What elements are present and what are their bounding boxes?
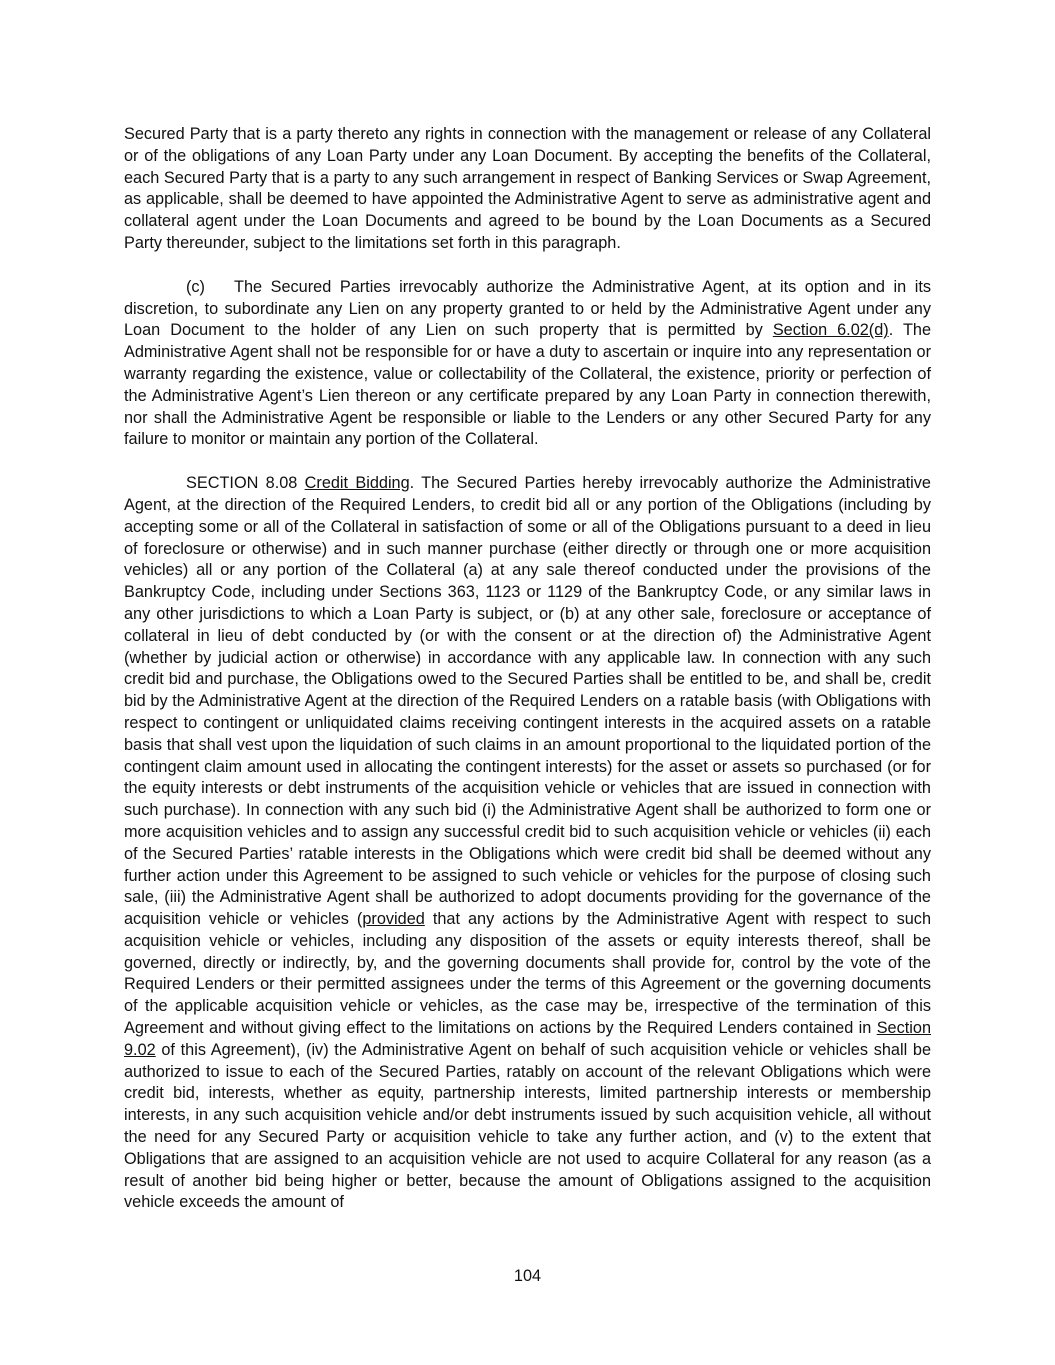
section-808-text-part3: of this Agreement), (iv) the Administrative Agent on behalf of such acquisition vehicle or vehicles shall be authorized to issue to each of the Secured Parties, ratably on account of the relevant Obligations which were credit bid, interests, whether as equity, partnership interests, limited partnership interests or membership interests, in any such acquisition vehicle and/or debt instruments issued by such acquisition vehicle, all without the need for any Secured Party or acquisition vehicle to take any further action, and (v) to the extent that Obligations that are assigned to an acquisition vehicle are not used to acquire Collateral for any reason (as a result of another bid being higher or better, because the amount of Obligations assigned to the acquisition vehicle exceeds the amount of xyxy=(124,1040,931,1212)
section-808-number: SECTION 8.08 xyxy=(186,474,298,493)
paragraph-continuation-text: Secured Party that is a party thereto any rights in connection with the management or release of any Collateral or of the obligations of any Loan Party under any Loan Document. By accepting the benefits of the Collateral, each Secured Party that is a party to any such arrangement in respect of Banking Services or Swap Agreement, as applicable, shall be deemed to have appointed the Administrative Agent to serve as administrative agent and collateral agent under the Loan Documents and agreed to be bound by the Loan Documents as a Secured Party thereunder, subject to the limitations set forth in this paragraph. xyxy=(124,125,931,252)
paragraph-c-text-after: . The Administrative Agent shall not be responsible for or have a duty to ascertain or inquire into any representation or warranty regarding the existence, value or collectability of the Collateral, the existence, priority or perfection of the Administrative Agent’s Lien thereon or any certificate prepared by any Loan Party in connection therewith, nor shall the Administrative Agent be responsible or liable to the Lenders or any other Secured Party for any failure to monitor or maintain any portion of the Collateral. xyxy=(124,321,932,449)
section-808-text-part2: that any actions by the Administrative Agent with respect to such acquisition vehicle or vehicles, including any disposition of the assets or equity interests thereof, shall be governed, directly or indirectly, by, and the governing documents shall provide for, control by the vote of the Required Lenders or their permitted assignees under the terms of this Agreement or the governing documents of the applicable acquisition vehicle or vehicles, as the case may be, irrespective of the termination of this Agreement and without giving effect to the limitations on actions by the Required Lenders contained in xyxy=(124,910,931,1038)
section-902-reference: Section 9.02 xyxy=(124,1019,931,1059)
section-808-heading: Credit Bidding xyxy=(304,474,410,493)
paragraph-c-label: (c) xyxy=(186,277,205,296)
paragraph-c-text-before: The Secured Parties irrevocably authorize the Administrative Agent, at its option and in its discretion, to subordinate any Lien on any property granted to or held by the Administrative Agent under any Loan Document to the holder of any Lien on such property that is permitted by xyxy=(124,277,931,340)
paragraph-continuation xyxy=(124,124,931,255)
section-808-paragraph xyxy=(124,473,931,1214)
provided-term: provided xyxy=(362,910,425,929)
section-808-text-part1: . The Secured Parties hereby irrevocably authorize the Administrative Agent, at the direction of the Required Lenders, to credit bid all or any portion of the Obligations (including by accepting some or all of the Collateral in satisfaction of some or all of the Obligations pursuant to a deed in lieu of foreclosure or otherwise) and in such manner purchase (either directly or through one or more acquisition vehicles) all or any portion of the Collateral (a) at any sale thereof conducted under the provisions of the Bankruptcy Code, including under Sections 363, 1123 or 1129 of the Bankruptcy Code, or any similar laws in any other jurisdictions to which a Loan Party is subject, or (b) at any other sale, foreclosure or acceptance of collateral in lieu of debt conducted by (or with the consent or at the direction of) the Administrative Agent (whether by judicial action or otherwise) in accordance with any applicable law. In connection with any such credit bid and purchase, the Obligations owed to the Secured Parties shall be entitled to be, and shall be, credit bid by the Administrative Agent at the direction of the Required Lenders on a ratable basis (with Obligations with respect to contingent or unliquidated claims receiving contingent interests in the acquired assets on a ratable basis that shall vest upon the liquidation of such claims in an amount proportional to the liquidated portion of the contingent claim amount used in allocating the contingent interests) for the asset or assets so purchased (or for the equity interests or debt instruments of the acquisition vehicle or vehicles that are issued in connection with such purchase). In connection with any such bid (i) the Administrative Agent shall be authorized to form one or more acquisition vehicles and to assign any successful credit bid to such acquisition vehicle or vehicles (ii) each of the Secured Parties’ ratable interests in the Obligations which were credit bid shall be deemed without any further action under this Agreement to be assigned to such vehicle or vehicles for the purpose of closing such sale, (iii) the Administrative Agent shall be authorized to adopt documents providing for the governance of the acquisition vehicle or vehicles ( xyxy=(124,474,931,929)
section-602d-reference: Section 6.02(d) xyxy=(772,321,889,340)
page-number: 104 xyxy=(513,1267,542,1285)
document-page xyxy=(124,124,931,1214)
paragraph-c xyxy=(124,277,931,451)
